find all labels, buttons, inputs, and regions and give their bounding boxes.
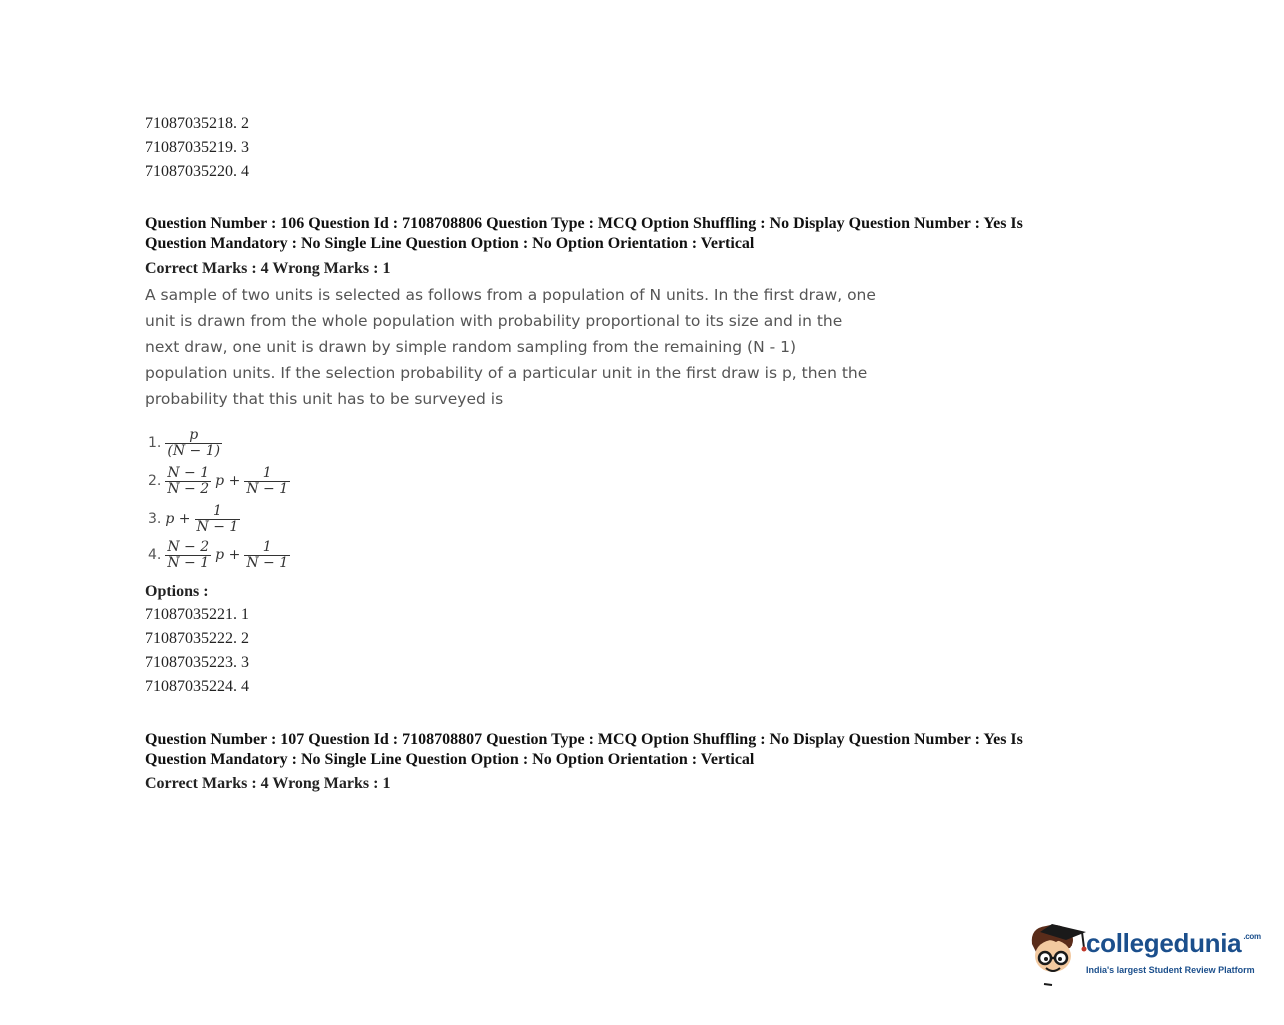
q106-header xyxy=(145,214,1125,254)
q106-option-1: 71087035221. 1 xyxy=(145,606,249,623)
prev-option-1: 71087035218. 2 xyxy=(145,115,249,132)
choice-2-fraction-a xyxy=(165,466,211,496)
choice-4-a-numerator: N − 2 xyxy=(167,539,210,555)
q107-header xyxy=(145,730,1125,770)
choice-3-pre: p + xyxy=(165,511,191,528)
q106-text-line1: A sample of two units is selected as follows from a population of N units. In the first draw, one xyxy=(145,286,876,304)
choice-3-number: 3. xyxy=(148,511,162,528)
q106-header-line1: Question Number : 106 Question Id : 7108708806 Question Type : MCQ Option Shuffling : No Display Question Number : Yes Is xyxy=(145,215,1023,232)
q106-option-2: 71087035222. 2 xyxy=(145,630,249,647)
choice-2-a-denominator: N − 2 xyxy=(167,480,210,497)
q107-marks: Correct Marks : 4 Wrong Marks : 1 xyxy=(145,775,391,792)
prev-option-3: 71087035220. 4 xyxy=(145,163,249,180)
q106-header-line2: Question Mandatory : No Single Line Question Option : No Option Orientation : Vertical xyxy=(145,235,755,252)
choice-3-denominator: N − 1 xyxy=(196,518,239,535)
choice-2-fraction-b xyxy=(244,466,290,496)
q107-header-line1: Question Number : 107 Question Id : 7108708807 Question Type : MCQ Option Shuffling : No Display Question Number : Yes Is xyxy=(145,731,1023,748)
choice-2-b-numerator: 1 xyxy=(262,465,272,481)
q106-text-line2: unit is drawn from the whole population with probability proportional to its size and in the xyxy=(145,312,843,330)
choice-3-numerator: 1 xyxy=(212,503,222,519)
choice-2-b-denominator: N − 1 xyxy=(246,480,289,497)
logo-wordmark: collegedunia xyxy=(1086,928,1242,958)
logo-tagline: India's largest Student Review Platform xyxy=(1086,965,1255,975)
q106-text-line4: population units. If the selection probability of a particular unit in the first draw is p, then the xyxy=(145,364,868,382)
q106-marks: Correct Marks : 4 Wrong Marks : 1 xyxy=(145,260,391,277)
choice-4-mid: p + xyxy=(215,547,241,564)
prev-option-2: 71087035219. 3 xyxy=(145,139,249,156)
choice-2-number: 2. xyxy=(148,473,162,490)
q106-option-3: 71087035223. 3 xyxy=(145,654,249,671)
choice-4-fraction-b xyxy=(244,540,290,570)
choice-4-b-denominator: N − 1 xyxy=(246,554,289,571)
choice-2-mid: p + xyxy=(215,473,241,490)
choice-4-b-numerator: 1 xyxy=(262,539,272,555)
logo-suffix: .com xyxy=(1243,932,1261,941)
choice-4 xyxy=(148,540,290,570)
choice-3-fraction xyxy=(195,504,241,534)
choice-4-a-denominator: N − 1 xyxy=(167,554,210,571)
choice-1-number: 1. xyxy=(148,435,162,452)
choice-4-fraction-a xyxy=(165,540,211,570)
choice-4-number: 4. xyxy=(148,547,162,564)
choice-1-numerator: p xyxy=(189,427,199,443)
choice-3 xyxy=(148,504,240,534)
choice-1-denominator: (N − 1) xyxy=(167,442,221,459)
q107-header-line2: Question Mandatory : No Single Line Question Option : No Option Orientation : Vertical xyxy=(145,751,755,768)
choice-1-fraction xyxy=(165,428,222,458)
choice-1 xyxy=(148,428,222,458)
student-mascot-icon xyxy=(1026,918,1088,990)
q106-options-label: Options : xyxy=(145,583,209,600)
q106-option-4: 71087035224. 4 xyxy=(145,678,249,695)
choice-2 xyxy=(148,466,290,496)
collegedunia-logo xyxy=(1026,918,1261,990)
q106-text-line5: probability that this unit has to be surveyed is xyxy=(145,390,504,408)
choice-2-a-numerator: N − 1 xyxy=(167,465,210,481)
q106-text-line3: next draw, one unit is drawn by simple random sampling from the remaining (N - 1) xyxy=(145,338,797,356)
